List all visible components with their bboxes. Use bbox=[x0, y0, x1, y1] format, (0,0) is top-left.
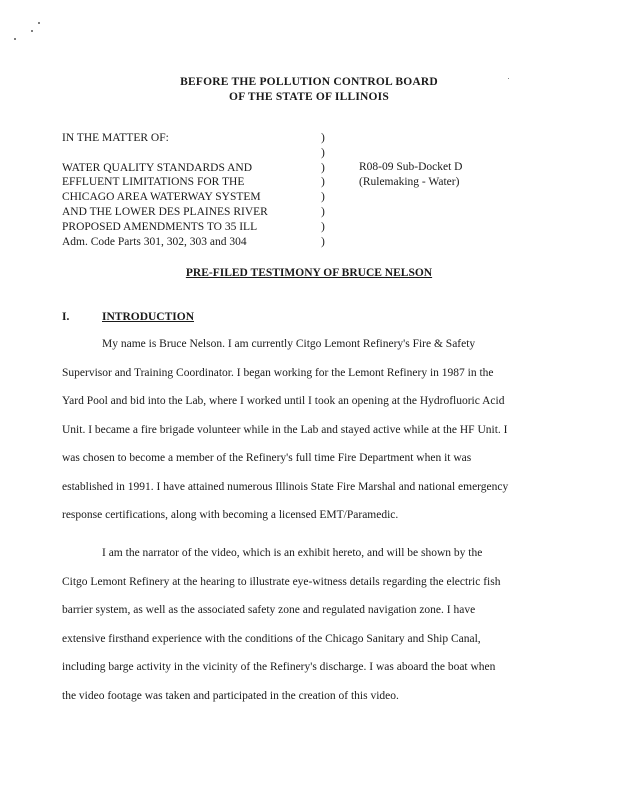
caption-paren: ) bbox=[321, 235, 325, 248]
caption-paren: ) bbox=[321, 132, 325, 144]
caption-paren: ) bbox=[321, 220, 325, 233]
docket-type: (Rulemaking - Water) bbox=[359, 175, 460, 188]
paragraph-line: response certifications, along with becoming a licensed EMT/Paramedic. bbox=[62, 509, 399, 521]
paragraph-line: the video footage was taken and participated in the creation of this video. bbox=[62, 689, 399, 702]
scan-speck bbox=[14, 38, 16, 40]
paragraph-2 bbox=[62, 539, 542, 710]
paragraph-line: I am the narrator of the video, which is an exhibit hereto, and will be shown by the bbox=[102, 547, 483, 559]
caption-parentheses bbox=[321, 131, 325, 249]
document-title: PRE-FILED TESTIMONY OF BRUCE NELSON bbox=[185, 267, 433, 279]
paragraph-line: My name is Bruce Nelson. I am currently Citgo Lemont Refinery's Fire & Safety bbox=[102, 338, 476, 350]
paragraph-line: Yard Pool and bid into the Lab, where I worked until I took an opening at the Hydrofluoric Acid bbox=[62, 395, 505, 407]
docket-number: R08-09 Sub-Docket D bbox=[359, 161, 463, 173]
caption-line: IN THE MATTER OF: bbox=[62, 132, 169, 144]
caption-matter bbox=[62, 131, 312, 249]
paragraph-line: Supervisor and Training Coordinator. I began working for the Lemont Refinery in 1987 in the bbox=[62, 366, 494, 379]
caption-line: WATER QUALITY STANDARDS AND bbox=[62, 161, 252, 174]
caption-line: PROPOSED AMENDMENTS TO 35 ILL bbox=[62, 220, 258, 233]
caption-line: EFFLUENT LIMITATIONS FOR THE bbox=[62, 176, 245, 189]
paragraph-line: was chosen to become a member of the Refinery's full time Fire Department when it was bbox=[62, 452, 472, 464]
scan-speck bbox=[31, 30, 33, 32]
caption-paren: ) bbox=[321, 161, 325, 174]
caption-paren: ) bbox=[321, 191, 325, 204]
header-line-1: BEFORE THE POLLUTION CONTROL BOARD bbox=[180, 76, 438, 88]
scan-speck bbox=[38, 22, 40, 24]
caption-line bbox=[62, 146, 312, 161]
caption-line: CHICAGO AREA WATERWAY SYSTEM bbox=[62, 191, 261, 204]
caption-line: Adm. Code Parts 301, 302, 303 and 304 bbox=[62, 235, 247, 248]
caption-paren: ) bbox=[321, 205, 325, 218]
paragraph-line: barrier system, as well as the associated safety zone and regulated navigation zone. I have bbox=[62, 604, 476, 616]
caption-paren: ) bbox=[321, 176, 325, 189]
paragraph-line: including barge activity in the vicinity of the Refinery's discharge. I was aboard the boat when bbox=[62, 661, 496, 673]
paragraph-1 bbox=[62, 330, 542, 530]
paragraph-line: extensive firsthand experience with the conditions of the Chicago Sanitary and Ship Canal, bbox=[62, 632, 481, 645]
caption-line: AND THE LOWER DES PLAINES RIVER bbox=[62, 205, 268, 218]
paragraph-line: Unit. I became a fire brigade volunteer while in the Lab and stayed active while at the HF Unit. I bbox=[62, 423, 508, 436]
docket-info bbox=[359, 160, 463, 190]
section-number: I. bbox=[62, 311, 70, 323]
paragraph-line: Citgo Lemont Refinery at the hearing to illustrate eye-witness details regarding the electric fish bbox=[62, 575, 501, 588]
caption-paren: ) bbox=[321, 146, 325, 159]
paragraph-line: established in 1991. I have attained numerous Illinois State Fire Marshal and national emergency bbox=[62, 480, 509, 493]
header-line-2: OF THE STATE OF ILLINOIS bbox=[229, 91, 389, 103]
section-title: INTRODUCTION bbox=[102, 311, 195, 323]
